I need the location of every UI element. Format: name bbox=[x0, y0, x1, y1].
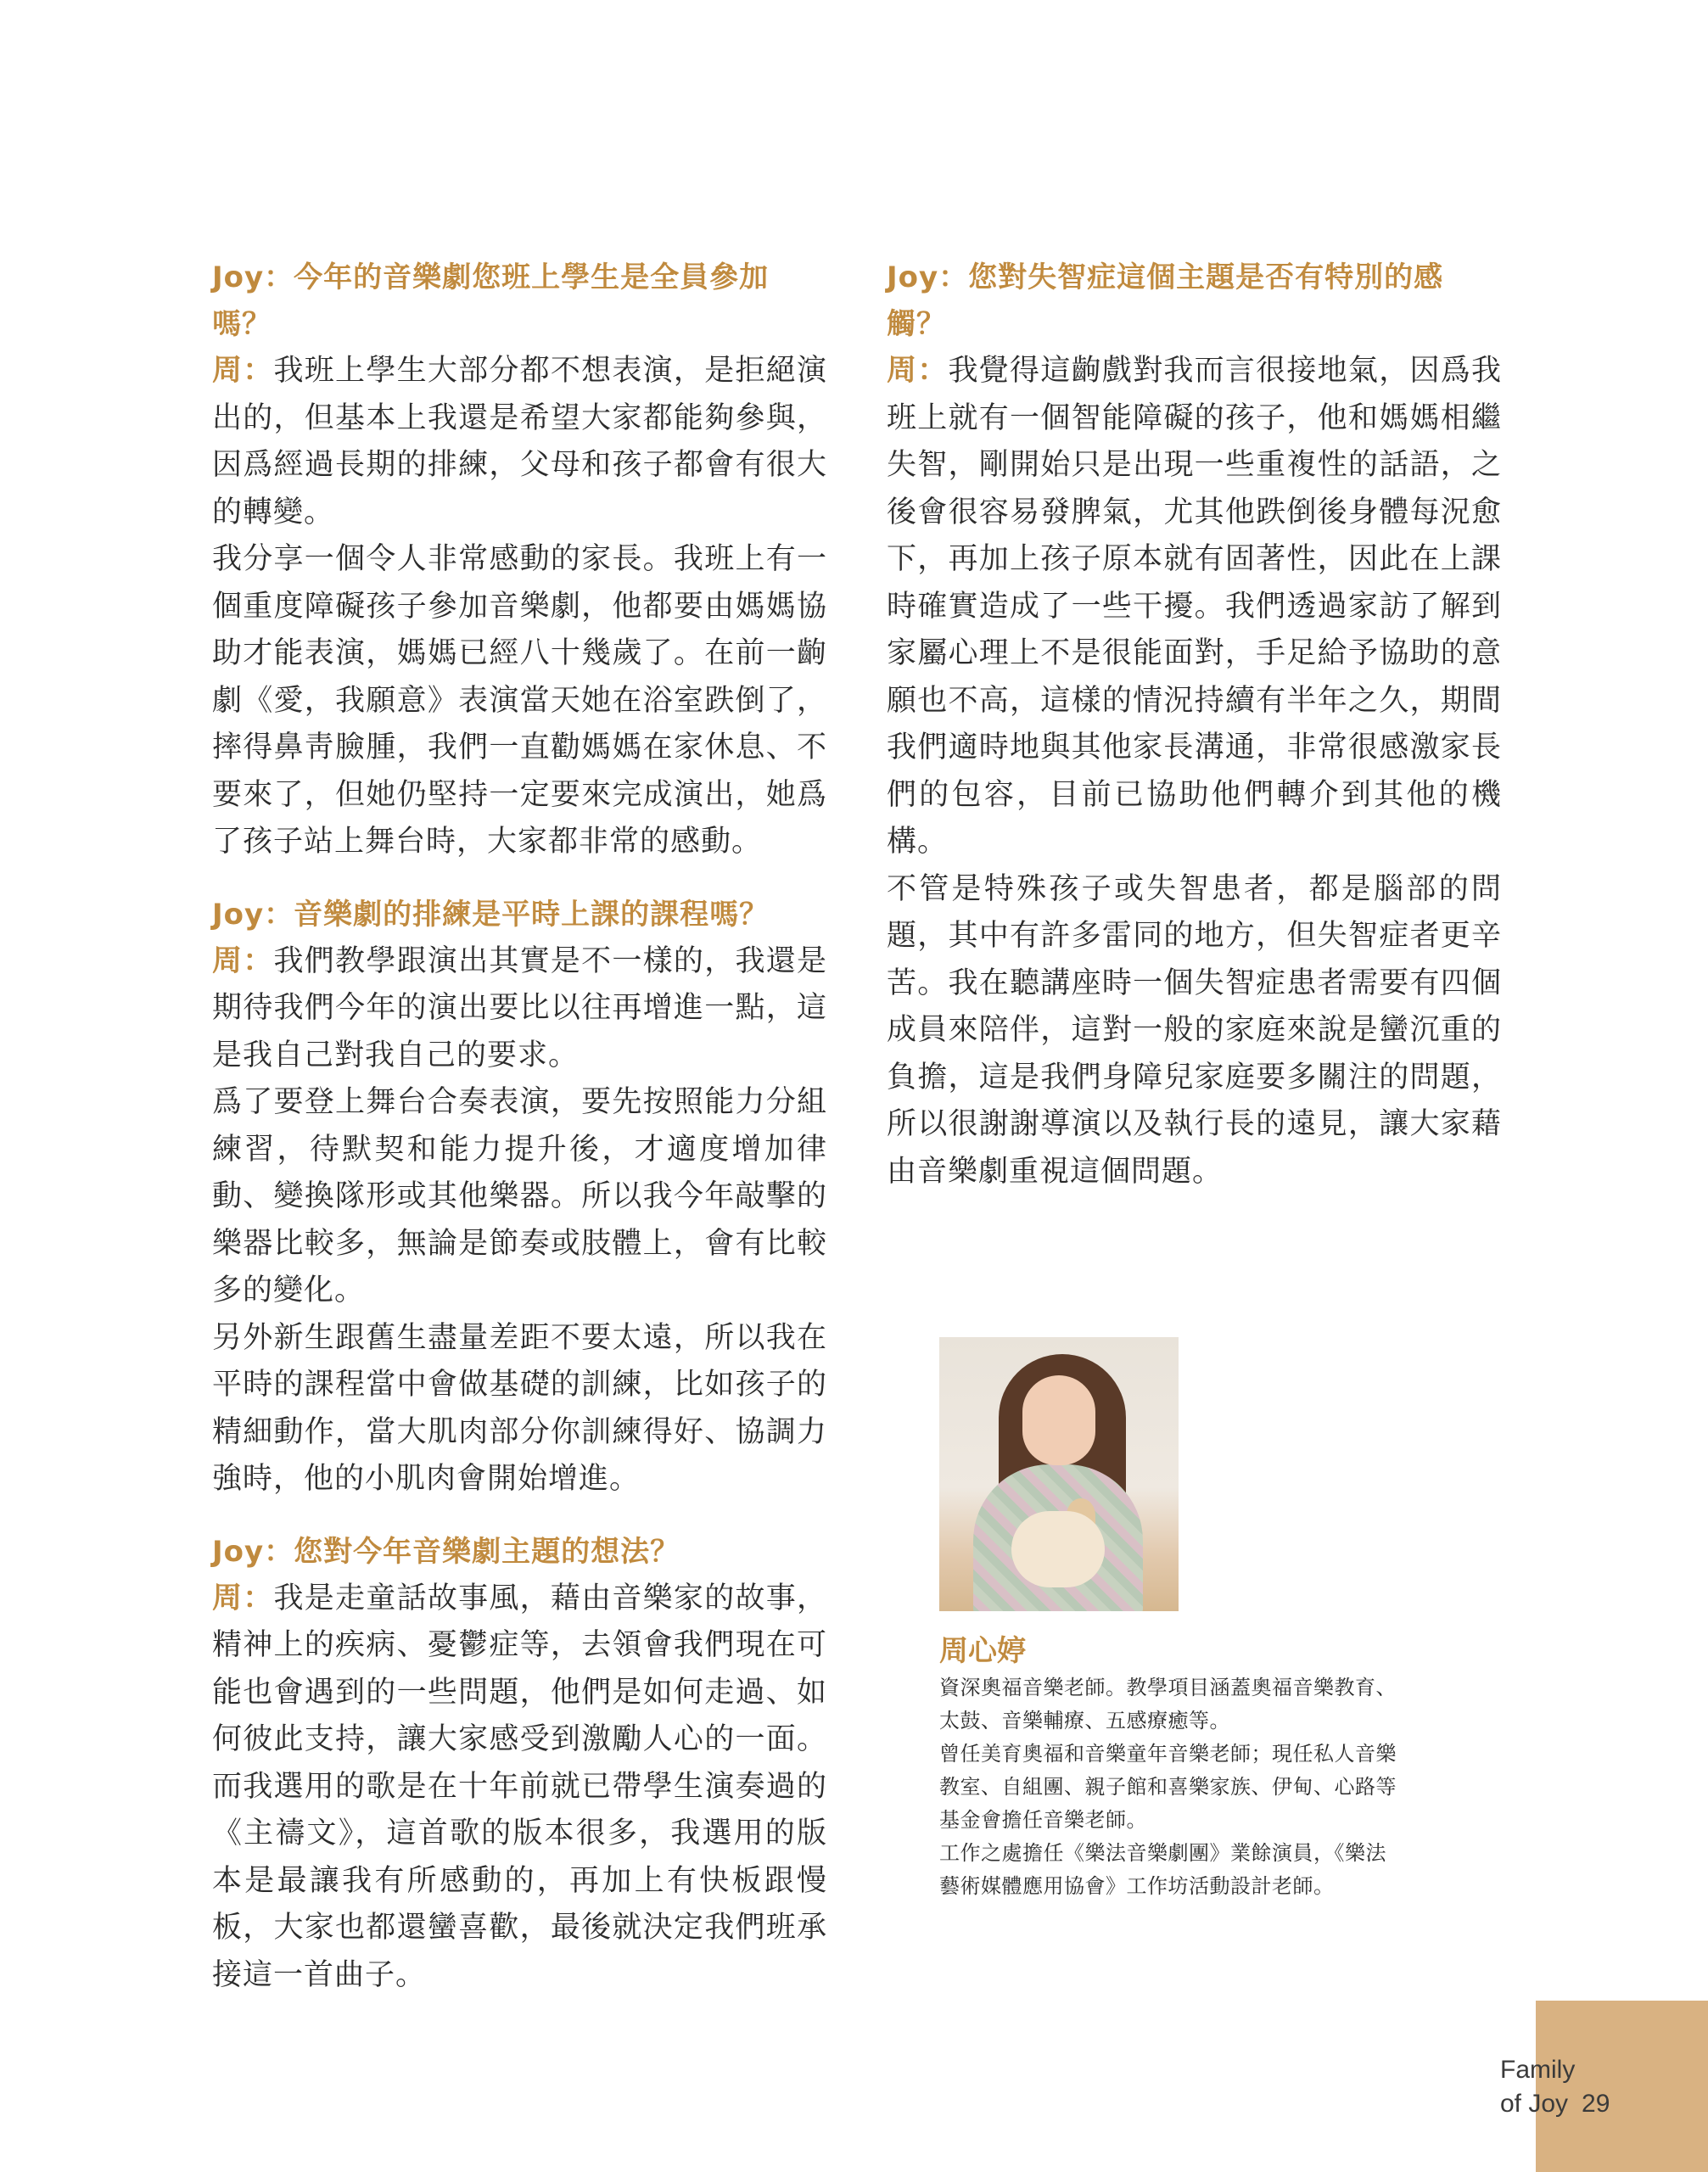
qa-section-1 bbox=[212, 255, 827, 866]
body-paragraph: 爲了要登上舞台合奏表演，要先按照能力分組練習，待默契和能力提升後，才適度增加律動、變換隊形或其他樂器。所以我今年敲擊的樂器比較多，無論是節奏或肢體上，會有比較多的變化。 bbox=[212, 1085, 827, 1307]
portrait-photo bbox=[939, 1337, 1179, 1611]
bio-line: 資深奧福音樂老師。教學項目涵蓋奧福音樂教育、 bbox=[939, 1676, 1397, 1699]
bio-line: 教室、自組團、親子館和喜樂家族、伊甸、心路等 bbox=[939, 1775, 1397, 1799]
question-heading: Joy：音樂劇的排練是平時上課的課程嗎？ bbox=[212, 897, 770, 932]
magazine-name-line1: Family bbox=[1500, 2056, 1576, 2084]
magazine-name-text: of Joy bbox=[1500, 2090, 1569, 2118]
answer-paragraph bbox=[887, 348, 1502, 866]
answer-label: 周： bbox=[887, 354, 949, 388]
bio-line: 太鼓、音樂輔療、五感療癒等。 bbox=[939, 1709, 1230, 1733]
bio-name: 周心婷 bbox=[939, 1634, 1026, 1668]
qa-section-3 bbox=[212, 1529, 827, 2000]
bio-line: 基金會擔任音樂老師。 bbox=[939, 1808, 1147, 1832]
question-heading: Joy：今年的音樂劇您班上學生是全員參加嗎？ bbox=[212, 260, 770, 341]
answer-label: 周： bbox=[212, 943, 274, 978]
magazine-name-line2 bbox=[1500, 2087, 1610, 2121]
answer-text: 我是走童話故事風，藉由音樂家的故事，精神上的疾病、憂鬱症等，去領會我們現在可能也會遇到的一些問題，他們是如何走過、如何彼此支持，讓大家感受到激勵人心的一面。而我選用的歌是在十年前就已帶學生演奏過的《主禱文》，這首歌的版本很多，我選用的版本是最讓我有所感動的，再加上有快板跟慢板，大家也都還蠻喜歡，最後就決定我們班承接這一首曲子。 bbox=[212, 1581, 827, 1992]
answer-text: 我班上學生大部分都不想表演，是拒絕演出的，但基本上我還是希望大家都能夠參與，因爲經過長期的排練，父母和孩子都會有很大的轉變。 bbox=[212, 354, 827, 529]
body-paragraph: 我分享一個令人非常感動的家長。我班上有一個重度障礙孩子參加音樂劇，他都要由媽媽協助才能表演，媽媽已經八十幾歲了。在前一齣劇《愛，我願意》表演當天她在浴室跌倒了，摔得鼻靑臉腫，我們一直勸媽媽在家休息、不要來了，但她仍堅持一定要來完成演出，她爲了孩子站上舞台時，大家都非常的感動。 bbox=[212, 542, 827, 859]
qa-section-4 bbox=[887, 255, 1502, 1195]
bio-line: 工作之處擔任《樂法音樂劇團》業餘演員，《樂法 bbox=[939, 1841, 1386, 1865]
page-footer bbox=[1500, 2053, 1610, 2121]
body-paragraph: 不管是特殊孩子或失智患者，都是腦部的問題，其中有許多雷同的地方，但失智症者更辛苦。我在聽講座時一個失智症患者需要有四個成員來陪伴，這對一般的家庭來說是蠻沉重的負擔，這是我們身障兒家庭要多關注的問題，所以很謝謝導演以及執行長的遠見，讓大家藉由音樂劇重視這個問題。 bbox=[887, 871, 1502, 1189]
question-heading: Joy：您對失智症這個主題是否有特別的感觸？ bbox=[887, 260, 1444, 341]
photo-dog-shape bbox=[1011, 1511, 1105, 1587]
answer-label: 周： bbox=[212, 354, 274, 388]
answer-paragraph bbox=[212, 938, 827, 1080]
answer-paragraph bbox=[212, 1576, 827, 2000]
answer-paragraph bbox=[212, 348, 827, 536]
bio-line: 曾任美育奧福和音樂童年音樂老師；現任私人音樂 bbox=[939, 1742, 1397, 1766]
answer-text: 我覺得這齣戲對我而言很接地氣，因爲我班上就有一個智能障礙的孩子，他和媽媽相繼失智，剛開始只是出現一些重複性的話語，之後會很容易發脾氣，尤其他跌倒後身體每況愈下，再加上孩子原本就有固著性，因此在上課時確實造成了一些干擾。我們透過家訪了解到家屬心理上不是很能面對，手足給予協助的意願也不高，這樣的情況持續有半年之久，期間我們適時地與其他家長溝通，非常很感激家長們的包容，目前已協助他們轉介到其他的機構。 bbox=[887, 354, 1502, 859]
right-column bbox=[887, 255, 1502, 1195]
body-paragraph: 另外新生跟舊生盡量差距不要太遠，所以我在平時的課程當中會做基礎的訓練，比如孩子的精細動作，當大肌肉部分你訓練得好、協調力強時，他的小肌肉會開始增進。 bbox=[212, 1320, 827, 1496]
qa-section-2 bbox=[212, 892, 827, 1503]
bio-line: 藝術媒體應用協會》工作坊活動設計老師。 bbox=[939, 1874, 1335, 1898]
left-column bbox=[212, 255, 827, 1999]
answer-label: 周： bbox=[212, 1581, 274, 1615]
photo-face-shape bbox=[1022, 1375, 1095, 1465]
bio-description bbox=[939, 1671, 1482, 1903]
page-number: 29 bbox=[1582, 2090, 1610, 2118]
answer-text: 我們教學跟演出其實是不一樣的，我還是期待我們今年的演出要比以往再增進一點，這是我自己對我自己的要求。 bbox=[212, 943, 827, 1072]
question-heading: Joy：您對今年音樂劇主題的想法？ bbox=[212, 1534, 680, 1569]
